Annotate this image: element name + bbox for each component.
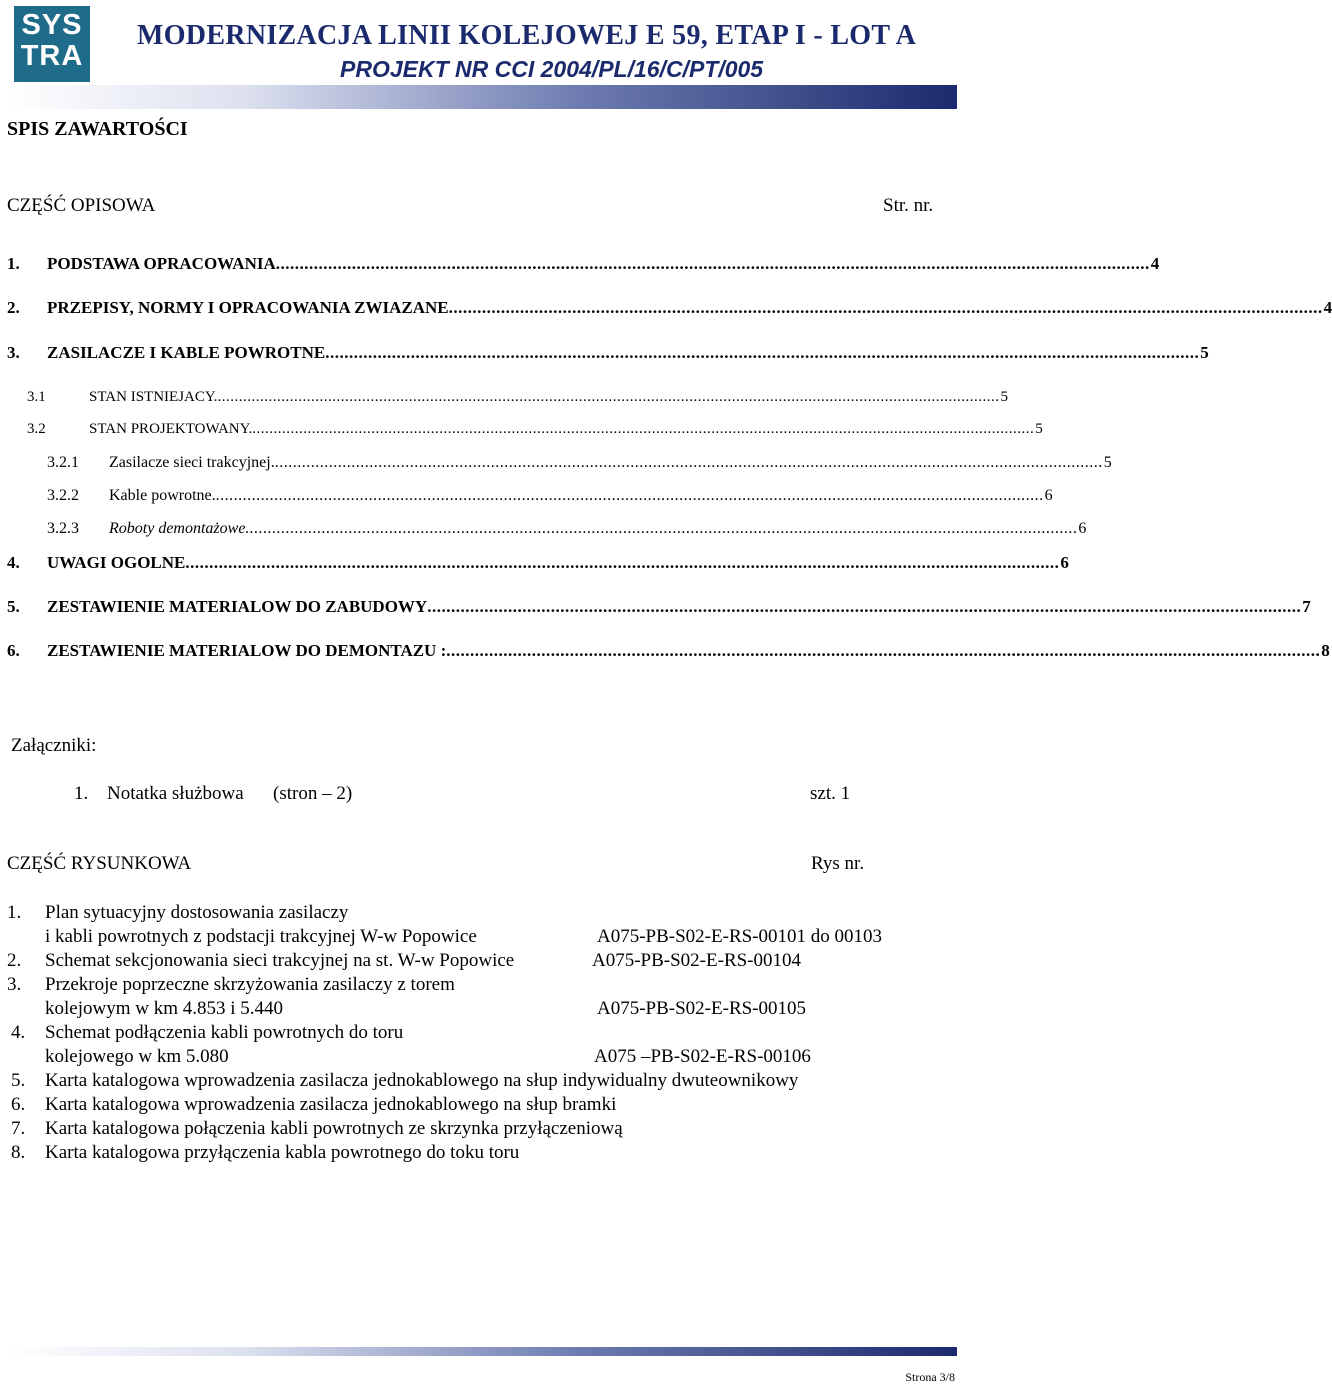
logo-text: SYS TRA (20, 9, 84, 72)
drawing-number: 1. (7, 902, 22, 923)
attachment-number: 1. (74, 783, 89, 804)
toc-number: 6. (7, 641, 20, 660)
drawing-title: Schemat sekcjonowania sieci trakcyjnej na st. W-w Popowice (45, 950, 515, 971)
drawings-heading: CZĘŚĆ RYSUNKOWA (7, 853, 192, 874)
drawing-code: A075-PB-S02-E-RS-00104 (592, 950, 802, 971)
attachment-quantity: szt. 1 (810, 783, 851, 804)
toc-title: ZESTAWIENIE MATERIALOW DO ZABUDOWY (47, 597, 428, 616)
drawing-number: 3. (7, 974, 22, 995)
toc-page: 5 (1103, 454, 1112, 471)
toc-number: 3. (7, 343, 20, 362)
project-number: PROJEKT NR CCI 2004/PL/16/C/PT/005 (340, 56, 764, 82)
toc-entry[interactable]: 6. ZESTAWIENIE MATERIALOW DO DEMONTAZU : ........................................................................................................................................................................................ 8 (7, 641, 1330, 660)
attachment-title: Notatka służbowa (107, 783, 244, 804)
drawing-code: A075-PB-S02-E-RS-00101 do 00103 (597, 926, 883, 947)
toc-number: 3.1 (27, 389, 46, 405)
toc-entry[interactable]: 4. UWAGI OGOLNE ........................................................................................................................................................................................ 6 (7, 553, 1069, 572)
toc-number: 1. (7, 254, 20, 273)
toc-number: 3.2.1 (47, 454, 79, 471)
toc-page: 5 (1200, 343, 1209, 362)
toc-page: 5 (1035, 421, 1043, 437)
toc-page: 6 (1060, 553, 1069, 572)
toc-entry[interactable]: 1. PODSTAWA OPRACOWANIA ........................................................................................................................................................................................ 4 (7, 254, 1160, 273)
drawing-title: Przekroje poprzeczne skrzyżowania zasilaczy z torem (45, 974, 455, 995)
toc-number: 3.2 (27, 421, 46, 437)
toc-page: 5 (1000, 389, 1009, 405)
attachments-heading: Załączniki: (11, 735, 97, 756)
toc-title: PRZEPISY, NORMY I OPRACOWANIA ZWIAZANE (47, 298, 449, 317)
toc-page: 7 (1302, 597, 1311, 616)
page-number: Strona 3/8 (905, 1370, 955, 1384)
footer-gradient-bar (5, 1347, 957, 1356)
toc-number: 3.2.3 (47, 520, 79, 537)
page-number-column-label: Str. nr. (883, 195, 934, 216)
toc-entry[interactable]: 3.1 STAN ISTNIEJACY. ........................................................................................................................................................................................ 5 (27, 389, 1009, 405)
drawing-code: A075 –PB-S02-E-RS-00106 (594, 1046, 811, 1067)
descriptive-part-heading: CZĘŚĆ OPISOWA (7, 195, 156, 216)
toc-entry[interactable]: 3. ZASILACZE I KABLE POWROTNE ........................................................................................................................................................................................ 5 (7, 343, 1209, 362)
drawing-title: Plan sytuacyjny dostosowania zasilaczy (45, 902, 349, 923)
toc-title: Kable powrotne. (109, 487, 216, 504)
drawing-title: Schemat podłączenia kabli powrotnych do toru (45, 1022, 404, 1043)
attachment-pages: (stron – 2) (273, 783, 353, 804)
toc-entry[interactable]: 3.2 STAN PROJEKTOWANY. ........................................................................................................................................................................................ 5 (27, 421, 1043, 437)
toc-number: 4. (7, 553, 20, 572)
systra-logo (14, 6, 90, 82)
drawing-title-cont: kolejowym w km 4.853 i 5.440 (45, 998, 284, 1019)
drawing-title-cont: kolejowego w km 5.080 (45, 1046, 229, 1067)
toc-number: 3.2.2 (47, 487, 79, 504)
drawing-number: 6. (11, 1094, 26, 1115)
toc-title: PODSTAWA OPRACOWANIA (47, 254, 276, 273)
drawing-number: 5. (11, 1070, 26, 1091)
toc-entry[interactable]: 3.2.3 Roboty demontażowe. ........................................................................................................................................................................................ 6 (47, 520, 1087, 537)
toc-title: STAN ISTNIEJACY. (89, 389, 218, 405)
toc-entry[interactable]: 5. ZESTAWIENIE MATERIALOW DO ZABUDOWY ........................................................................................................................................................................................ 7 (7, 597, 1311, 616)
drawing-title: Karta katalogowa wprowadzenia zasilacza jednokablowego na słup indywidualny dwuteownikowy (45, 1070, 799, 1091)
drawing-title: Karta katalogowa przyłączenia kabla powrotnego do toku toru (45, 1142, 520, 1163)
toc-page: 4 (1150, 254, 1160, 273)
toc-page: 4 (1323, 298, 1332, 317)
drawing-number: 2. (7, 950, 22, 971)
header-gradient-bar (5, 85, 957, 109)
drawing-title: Karta katalogowa wprowadzenia zasilacza jednokablowego na słup bramki (45, 1094, 617, 1115)
drawing-number: 4. (11, 1022, 26, 1043)
toc-entry[interactable]: 3.2.2 Kable powrotne. ........................................................................................................................................................................................ 6 (47, 487, 1053, 504)
drawing-number-column-label: Rys nr. (811, 853, 865, 874)
toc-title: STAN PROJEKTOWANY. (89, 421, 253, 437)
toc-title: ZESTAWIENIE MATERIALOW DO DEMONTAZU : (47, 641, 447, 660)
document-title: MODERNIZACJA LINII KOLEJOWEJ E 59, ETAP I - LOT A (137, 20, 917, 51)
toc-page: 6 (1044, 487, 1053, 504)
drawing-title-cont: i kabli powrotnych z podstacji trakcyjnej W-w Popowice (45, 926, 477, 947)
contents-heading: SPIS ZAWARTOŚCI (7, 118, 188, 140)
toc-entry[interactable]: 2. PRZEPISY, NORMY I OPRACOWANIA ZWIAZANE ........................................................................................................................................................................................ 4 (7, 298, 1332, 317)
toc-title: Roboty demontażowe. (109, 520, 250, 537)
toc-page: 6 (1078, 520, 1087, 537)
toc-title: Zasilacze sieci trakcyjnej. (109, 454, 275, 471)
toc-page: 8 (1321, 641, 1330, 660)
toc-title: UWAGI OGOLNE (47, 553, 186, 572)
toc-number: 2. (7, 298, 20, 317)
drawing-code: A075-PB-S02-E-RS-00105 (597, 998, 807, 1019)
drawing-number: 8. (11, 1142, 26, 1163)
toc-title: ZASILACZE I KABLE POWROTNE (47, 343, 326, 362)
toc-entry[interactable]: 3.2.1 Zasilacze sieci trakcyjnej. ........................................................................................................................................................................................ 5 (47, 454, 1112, 471)
drawing-number: 7. (11, 1118, 26, 1139)
toc-number: 5. (7, 597, 20, 616)
drawing-title: Karta katalogowa połączenia kabli powrotnych ze skrzynka przyłączeniową (45, 1118, 623, 1139)
